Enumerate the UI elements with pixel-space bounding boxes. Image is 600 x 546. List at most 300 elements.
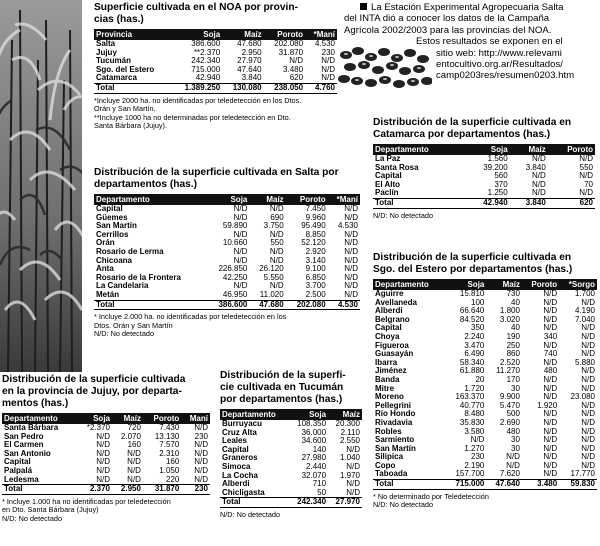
salta-title-1: Distribución de la superficie cultivada en Salta por — [94, 167, 339, 178]
table-cell: N/D — [344, 272, 358, 282]
info-line-2: del INTA dió a conocer los datos de la Campaña — [344, 13, 550, 25]
table-cell: N/D — [194, 457, 208, 467]
table-cell: Belgrano — [375, 314, 410, 324]
table-cell: 715.000 — [191, 64, 221, 74]
table-cell: N/D — [543, 409, 558, 419]
table-cell: 480 — [506, 426, 520, 436]
table-cell: **2.370 — [193, 47, 221, 57]
table-cell: N/D — [96, 465, 110, 475]
table-cell: N/D — [344, 255, 358, 265]
table-cell: 1.270 — [464, 443, 485, 453]
total-cell: 4.530 — [328, 300, 360, 310]
table-cell: 52.120 — [301, 238, 326, 248]
table-cell: 230 — [194, 431, 208, 441]
table-cell: Aguirre — [375, 289, 404, 298]
table-cell: N/D — [470, 435, 485, 445]
table-cell: 59.890 — [222, 221, 248, 231]
table-cell: 5.550 — [263, 272, 284, 282]
table-cell: 2.550 — [339, 436, 360, 446]
table-cell: Palpalá — [4, 465, 33, 475]
table-cell: 8.850 — [305, 229, 326, 239]
noa-body — [94, 40, 337, 93]
table-cell: 58.340 — [459, 357, 485, 367]
table-cell: 23.080 — [570, 392, 595, 402]
table-cell: 3.140 — [305, 255, 326, 265]
corn-field-photo — [0, 0, 82, 372]
table-cell: Catamarca — [96, 73, 137, 83]
info-line-4: Estos resultados se exponen en el — [416, 36, 563, 48]
table-cell: 350 — [471, 323, 485, 333]
tucuman-header-cell: Departamento — [220, 409, 289, 420]
catamarca-body — [373, 155, 595, 208]
tucuman-header-cell: Soja — [289, 409, 328, 420]
table-cell: 7.620 — [499, 469, 520, 479]
table-cell: N/D — [506, 460, 520, 470]
table-cell: N/D — [532, 179, 546, 189]
table-cell: *2.370 — [86, 423, 110, 432]
table-row — [373, 470, 597, 479]
table-cell: N/D — [269, 246, 284, 256]
table-cell: 35.830 — [459, 417, 485, 427]
table-cell: N/D — [269, 229, 284, 239]
table-cell: Alberdi — [222, 479, 250, 489]
table-cell: 7.040 — [574, 314, 595, 324]
table-cell: N/D — [543, 340, 558, 350]
table-cell: N/D — [194, 440, 208, 450]
table-cell: N/D — [579, 154, 593, 163]
table-cell: 34.600 — [301, 436, 327, 446]
table-cell: N/D — [344, 264, 358, 274]
table-row — [373, 367, 597, 376]
table-cell: Rosario de la Frontera — [96, 272, 181, 282]
table-cell: N/D — [543, 297, 558, 307]
table-cell: 11.020 — [259, 289, 284, 299]
table-cell: 70 — [584, 179, 593, 189]
table-cell: N/D — [543, 443, 558, 453]
table-cell: Pellegrini — [375, 400, 412, 410]
total-cell: 4.760 — [305, 83, 337, 93]
table-cell: N/D — [543, 289, 558, 298]
total-cell: Total — [220, 498, 289, 508]
table-cell: 1.040 — [339, 453, 360, 463]
total-cell: 2.950 — [112, 485, 143, 495]
table-row — [373, 453, 597, 462]
table-cell: San Antonio — [4, 448, 51, 458]
table-cell: 4.190 — [574, 306, 595, 316]
table-cell: Silipica — [375, 452, 404, 462]
table-cell: Copo — [375, 460, 396, 470]
salta-body — [94, 205, 360, 310]
table-cell: 31.870 — [278, 47, 304, 57]
jujuy-section — [2, 374, 212, 524]
table-cell: Paclín — [375, 188, 399, 198]
table-cell: N/D — [344, 289, 358, 299]
table-cell: 202.080 — [274, 39, 304, 48]
table-cell: 17.770 — [570, 469, 595, 479]
table-cell: N/D — [233, 246, 248, 256]
catamarca-header-cell: Departamento — [373, 144, 465, 155]
table-row — [373, 445, 597, 454]
table-cell: 386.600 — [191, 39, 221, 48]
table-cell: N/D — [543, 460, 558, 470]
table-cell: Jiménez — [375, 366, 407, 376]
table-cell: 500 — [506, 409, 520, 419]
table-cell: N/D — [543, 469, 558, 479]
table-cell: 40 — [511, 323, 520, 333]
table-cell: 1.560 — [487, 154, 508, 163]
total-cell: 2.370 — [77, 485, 112, 495]
total-cell: Total — [94, 300, 207, 310]
table-cell: N/D — [543, 383, 558, 393]
table-cell: 1.250 — [487, 188, 508, 198]
catamarca-header-row — [373, 144, 595, 155]
table-cell: 9.960 — [305, 212, 326, 222]
table-cell: N/D — [194, 448, 208, 458]
table-cell: Chicoana — [96, 255, 133, 265]
table-cell: N/D — [581, 417, 595, 427]
table-cell: Salta — [96, 39, 116, 48]
total-cell: 47.640 — [486, 480, 522, 490]
table-cell: N/D — [543, 435, 558, 445]
total-cell: 386.600 — [207, 300, 249, 310]
table-cell: 3.480 — [283, 64, 304, 74]
info-paragraph — [344, 2, 598, 82]
total-cell: 238.050 — [264, 83, 305, 93]
catamarca-note-1: N/D: No detectado — [373, 210, 434, 220]
table-row — [373, 419, 597, 428]
salta-header-cell: Poroto — [286, 194, 328, 205]
table-cell: 6.490 — [464, 349, 485, 359]
table-cell: Santa Rosa — [375, 162, 419, 172]
total-row — [220, 498, 362, 508]
table-cell: Sarmiento — [375, 435, 415, 445]
salta-title-2: departamentos (has.) — [94, 179, 198, 190]
table-cell: 108.350 — [297, 419, 327, 428]
estero-note-1: * No determinado por Teledetección — [373, 491, 489, 501]
table-cell: 220 — [165, 474, 180, 484]
total-cell: 620 — [548, 198, 595, 208]
table-cell: N/D — [581, 460, 595, 470]
noa-title-1: Superficie cultivada en el NOA por provin- — [94, 2, 298, 13]
table-cell: N/D — [269, 255, 284, 265]
table-cell: 230 — [471, 452, 485, 462]
table-cell: Leales — [222, 436, 247, 446]
table-cell: N/D — [269, 204, 284, 213]
table-cell: 226.850 — [218, 264, 248, 274]
table-cell: N/D — [96, 431, 110, 441]
table-row — [373, 181, 595, 190]
table-cell: N/D — [233, 212, 248, 222]
table-cell: Chicligasta — [222, 487, 265, 497]
table-cell: 4.530 — [337, 221, 358, 231]
salta-note-2: Dtos. Orán y San Martín — [94, 320, 173, 330]
table-cell: 8.480 — [464, 409, 485, 419]
table-row — [94, 291, 360, 300]
table-cell: N/D — [346, 461, 360, 471]
table-cell: N/D — [233, 229, 248, 239]
info-line-1: La Estación Experimental Agropecuaria Salta — [371, 2, 564, 13]
table-cell: N/D — [344, 229, 358, 239]
jujuy-header-cell: Soja — [77, 413, 112, 424]
table-cell: 140 — [312, 444, 327, 454]
table-cell: 15.810 — [459, 289, 485, 298]
table-cell: N/D — [543, 452, 558, 462]
estero-header-cell: Departamento — [373, 279, 445, 290]
estero-table — [373, 279, 597, 490]
jujuy-table — [2, 413, 210, 495]
table-cell: N/D — [269, 281, 284, 291]
table-cell: 1.800 — [499, 306, 520, 316]
table-cell: N/D — [581, 331, 595, 341]
noa-section — [94, 2, 337, 131]
table-cell: San Pedro — [4, 431, 44, 441]
table-cell: Sgo. del Estero — [96, 64, 155, 74]
table-cell: 30 — [511, 443, 520, 453]
table-cell: N/D — [233, 281, 248, 291]
table-cell: 10.660 — [222, 238, 248, 248]
salta-header-cell: Maíz — [249, 194, 285, 205]
total-cell: Total — [2, 485, 77, 495]
table-cell: N/D — [506, 452, 520, 462]
jujuy-title-1: Distribución de la superficie cultivada — [2, 374, 186, 385]
estero-section — [373, 252, 598, 510]
table-row — [373, 376, 597, 385]
table-cell: 250 — [506, 340, 520, 350]
table-cell: 4.530 — [314, 39, 335, 48]
table-cell: 160 — [165, 457, 180, 467]
total-cell: 202.080 — [286, 300, 328, 310]
table-cell: N/D — [233, 204, 248, 213]
table-cell: N/D — [346, 487, 360, 497]
table-cell: N/D — [543, 323, 558, 333]
table-cell: N/D — [581, 340, 595, 350]
jujuy-header-cell: Departamento — [2, 413, 77, 424]
table-cell: Metán — [96, 289, 120, 299]
table-cell: N/D — [344, 204, 358, 213]
table-cell: N/D — [581, 443, 595, 453]
total-cell: 31.870 — [143, 485, 181, 495]
table-cell: N/D — [532, 171, 546, 181]
table-cell: 160 — [127, 440, 141, 450]
table-row — [373, 385, 597, 394]
noa-header-cell: Maíz — [222, 29, 263, 40]
table-cell: N/D — [194, 423, 208, 432]
jujuy-header-cell: Maíz — [112, 413, 143, 424]
tucuman-title-3: por departamentos (has.) — [220, 394, 343, 405]
total-cell: 715.000 — [445, 480, 486, 490]
table-cell: 230 — [321, 47, 335, 57]
tucuman-title-1: Distribución de la superfi- — [220, 370, 346, 381]
table-cell: 2.920 — [305, 246, 326, 256]
table-cell: N/D — [581, 435, 595, 445]
table-cell: N/D — [543, 426, 558, 436]
noa-note-2: Orán y San Martín. — [94, 104, 156, 114]
table-cell: N/D — [581, 349, 595, 359]
table-cell: Guasayán — [375, 349, 414, 359]
table-cell: Anta — [96, 264, 114, 274]
table-cell: N/D — [532, 188, 546, 198]
table-cell: N/D — [194, 465, 208, 475]
salta-header-cell: *Maní — [328, 194, 360, 205]
table-cell: N/D — [344, 212, 358, 222]
table-cell: 6.850 — [305, 272, 326, 282]
table-cell: N/D — [344, 281, 358, 291]
noa-header-cell: Poroto — [264, 29, 305, 40]
noa-title-2: cias (has.) — [94, 14, 144, 25]
estero-title-2: Sgo. del Estero por departamentos (has.) — [373, 264, 573, 275]
table-cell: 1.970 — [339, 470, 360, 480]
table-cell: N/D — [581, 366, 595, 376]
table-cell: 20 — [475, 374, 485, 384]
estero-header-cell: *Sorgo — [559, 279, 597, 290]
table-cell: 720 — [127, 423, 141, 432]
table-cell: La Candelaria — [96, 281, 149, 291]
jujuy-note-3: N/D: No detectado — [2, 513, 63, 523]
table-cell: Tucumán — [96, 56, 131, 66]
table-cell: Rosario de Lerma — [96, 246, 164, 256]
table-cell: 860 — [506, 349, 520, 359]
table-cell: San Martín — [375, 443, 416, 453]
table-cell: 50 — [317, 487, 327, 497]
table-cell: Capital — [96, 204, 123, 213]
table-cell: N/D — [581, 374, 595, 384]
table-cell: 3.020 — [499, 314, 520, 324]
table-cell: N/D — [321, 73, 335, 83]
table-cell: N/D — [543, 374, 558, 384]
tucuman-header-cell: Maíz — [328, 409, 362, 420]
table-cell: N/D — [344, 238, 358, 248]
table-cell: N/D — [581, 409, 595, 419]
table-cell: 66.640 — [459, 306, 485, 316]
table-cell: Avellaneda — [375, 297, 417, 307]
table-cell: N/D — [581, 426, 595, 436]
noa-table — [94, 29, 337, 94]
estero-header-cell: Soja — [445, 279, 486, 290]
noa-note-3: **Incluye 1000 ha no determinadas por teledetección en Dto. — [94, 112, 291, 122]
table-cell: Robles — [375, 426, 402, 436]
table-cell: Capital — [375, 323, 402, 333]
total-cell: 42.940 — [465, 198, 510, 208]
salta-note-1: * Incluye 2.000 ha. no identificadas por teledetección en los — [94, 312, 287, 322]
table-cell: 2.520 — [499, 357, 520, 367]
table-cell: Taboada — [375, 469, 408, 479]
jujuy-body — [2, 424, 210, 494]
salta-section — [94, 167, 364, 339]
table-cell: 95.490 — [301, 221, 326, 231]
table-cell: La Paz — [375, 154, 401, 163]
table-cell: N/D — [96, 457, 110, 467]
table-cell: N/D — [127, 474, 141, 484]
table-cell: 5.880 — [574, 357, 595, 367]
table-cell: 1.920 — [537, 400, 558, 410]
table-cell: 170 — [506, 374, 520, 384]
info-line-3: Agrícola 2002/2003 para las provincias del NOA. — [344, 24, 552, 36]
estero-title-1: Distribución de la superficie cultivada en — [373, 252, 572, 263]
table-cell: El Carmen — [4, 440, 44, 450]
table-cell: N/D — [543, 357, 558, 367]
table-cell: Santa Bárbara — [4, 423, 59, 432]
table-cell: N/D — [127, 448, 141, 458]
table-cell: Cerrillos — [96, 229, 129, 239]
table-cell: N/D — [127, 457, 141, 467]
table-cell: N/D — [96, 440, 110, 450]
table-cell: 730 — [506, 289, 520, 298]
table-cell: 9.100 — [305, 264, 326, 274]
total-cell: 47.680 — [249, 300, 285, 310]
jujuy-title-3: mentos (has.) — [2, 398, 69, 409]
table-cell: 1.050 — [159, 465, 180, 475]
table-cell: 61.880 — [459, 366, 485, 376]
table-cell: 560 — [494, 171, 508, 181]
table-cell: 242.340 — [191, 56, 221, 66]
table-cell: 3.750 — [263, 221, 284, 231]
table-cell: 690 — [270, 212, 284, 222]
table-cell: 3.840 — [241, 73, 262, 83]
catamarca-header-cell: Soja — [465, 144, 510, 155]
bullet-square-icon — [360, 3, 367, 10]
table-cell: 32.070 — [301, 470, 327, 480]
total-cell: 1.389.250 — [172, 83, 222, 93]
table-cell: N/D — [581, 452, 595, 462]
table-cell: Figueroa — [375, 340, 409, 350]
catamarca-header-cell: Maíz — [510, 144, 548, 155]
table-cell: Simoca — [222, 461, 251, 471]
salta-header-cell: Soja — [207, 194, 249, 205]
estero-body — [373, 290, 597, 489]
table-cell: N/D — [543, 306, 558, 316]
table-cell: N/D — [346, 444, 360, 454]
table-cell: N/D — [543, 417, 558, 427]
table-cell: 20.300 — [335, 419, 360, 428]
table-cell: 3.470 — [464, 340, 485, 350]
catamarca-section — [373, 117, 598, 220]
table-cell: 2.950 — [241, 47, 262, 57]
noa-header-cell: Provincia — [94, 29, 172, 40]
table-cell: 2.110 — [340, 427, 360, 437]
total-cell: 3.840 — [510, 198, 548, 208]
table-row — [373, 172, 595, 181]
table-cell: 7.430 — [159, 423, 180, 432]
table-cell: 3.840 — [525, 162, 546, 172]
table-cell: 370 — [494, 179, 508, 189]
table-cell: 42.940 — [195, 73, 221, 83]
table-cell: 40 — [511, 297, 520, 307]
table-cell: N/D — [321, 56, 335, 66]
table-cell: N/D — [581, 297, 595, 307]
table-cell: N/D — [344, 246, 358, 256]
info-line — [360, 2, 598, 13]
table-row — [373, 359, 597, 368]
table-row — [373, 299, 597, 308]
table-cell: 1.700 — [574, 289, 595, 298]
table-cell: 7.570 — [159, 440, 180, 450]
table-cell: 710 — [312, 479, 327, 489]
table-cell: N/D — [289, 56, 304, 66]
table-cell: Banda — [375, 374, 400, 384]
table-cell: 620 — [289, 73, 304, 83]
table-cell: 740 — [543, 349, 558, 359]
jujuy-header-cell: Maní — [181, 413, 210, 424]
table-cell: 27.980 — [301, 453, 327, 463]
table-cell: N/D — [96, 474, 110, 484]
catamarca-table — [373, 144, 595, 209]
salta-note-3: N/D: No detectado — [94, 329, 155, 339]
table-cell: N/D — [127, 465, 141, 475]
table-cell: N/D — [96, 448, 110, 458]
info-line-7: camp0203res/resumen0203.htm — [436, 70, 575, 82]
table-cell: Capital — [222, 444, 249, 454]
table-cell: Cruz Alta — [222, 427, 257, 437]
